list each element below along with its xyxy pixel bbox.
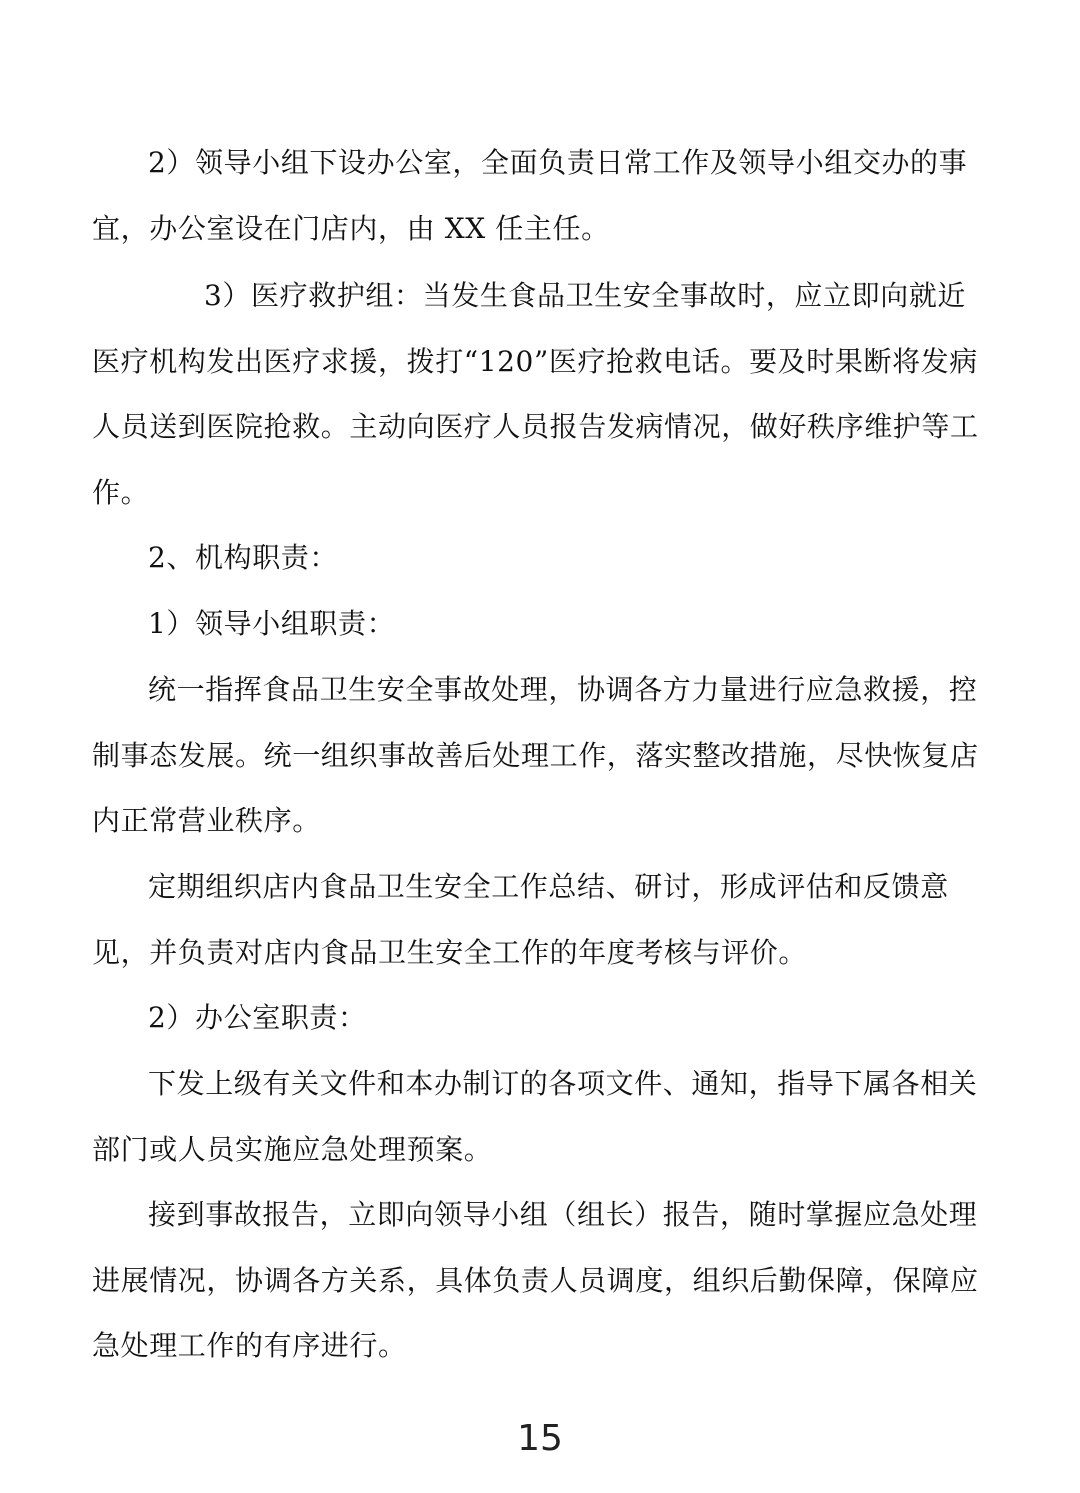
- paragraph-issue-documents: 下发上级有关文件和本办制订的各项文件、通知，指导下属各相关部门或人员实施应急处理预案。: [92, 1067, 978, 1166]
- heading-office-duties: 2）办公室职责：: [148, 1001, 367, 1034]
- paragraph-unified-command: 统一指挥食品卫生安全事故处理，协调各方力量进行应急救援，控制事态发展。统一组织事故善后处理工作，落实整改措施，尽快恢复店内正常营业秩序。: [92, 673, 979, 837]
- paragraph-accident-report: 接到事故报告，立即向领导小组（组长）报告，随时掌握应急处理进展情况，协调各方关系，具体负责人员调度，组织后勤保障，保障应急处理工作的有序进行。: [92, 1198, 979, 1362]
- paragraph-periodic-review: 定期组织店内食品卫生安全工作总结、研讨，形成评估和反馈意见，并负责对店内食品卫生安全工作的年度考核与评价。: [92, 870, 949, 969]
- heading-leadership-group-duties: 1）领导小组职责：: [148, 607, 396, 640]
- heading-organization-duties: 2、机构职责：: [148, 541, 339, 574]
- paragraph-office-setup: 2）领导小组下设办公室，全面负责日常工作及领导小组交办的事宜，办公室设在门店内，由 XX 任主任。: [92, 146, 968, 245]
- page-number: 15: [517, 1418, 563, 1459]
- paragraph-medical-rescue-group: 3）医疗救护组：当发生食品卫生安全事故时，应立即向就近医疗机构发出医疗求援，拨打“120”医疗抢救电话。要及时果断将发病人员送到医院抢救。主动向医疗人员报告发病情况，做好秩序维护等工作。: [92, 279, 979, 509]
